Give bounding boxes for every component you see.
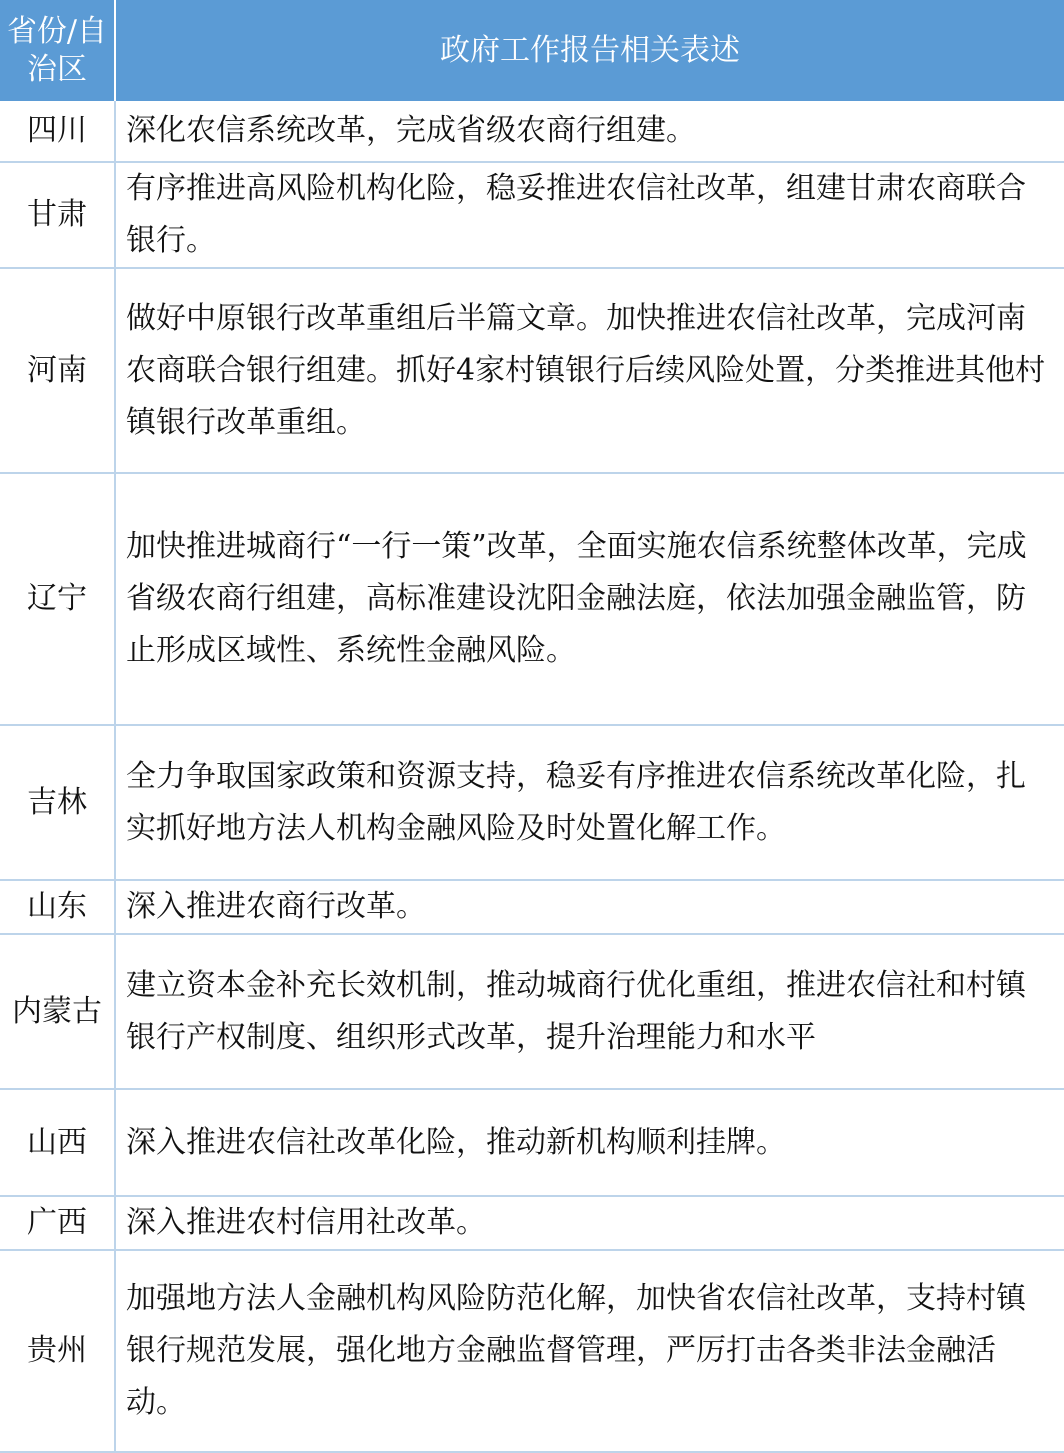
statement-cell: 深化农信系统改革，完成省级农商行组建。 (115, 101, 1064, 162)
table-row (0, 725, 1064, 880)
province-cell: 贵州 (0, 1250, 115, 1452)
table-row (0, 162, 1064, 268)
statement-cell: 全力争取国家政策和资源支持，稳妥有序推进农信系统改革化险，扎实抓好地方法人机构金融风险及时处置化解工作。 (115, 725, 1064, 880)
table-row (0, 1196, 1064, 1250)
statement-cell: 加快推进城商行“一行一策”改革，全面实施农信系统整体改革，完成省级农商行组建，高标准建设沈阳金融法庭，依法加强金融监管，防止形成区域性、系统性金融风险。 (115, 473, 1064, 725)
statement-cell: 做好中原银行改革重组后半篇文章。加快推进农信社改革，完成河南农商联合银行组建。抓好4家村镇银行后续风险处置，分类推进其他村镇银行改革重组。 (115, 268, 1064, 473)
table-row (0, 880, 1064, 934)
statement-cell: 深入推进农商行改革。 (115, 880, 1064, 934)
province-cell: 四川 (0, 101, 115, 162)
table-row (0, 268, 1064, 473)
header-statement: 政府工作报告相关表述 (115, 0, 1064, 101)
province-cell: 辽宁 (0, 473, 115, 725)
header-province: 省份/自治区 (0, 0, 115, 101)
statement-cell: 深入推进农村信用社改革。 (115, 1196, 1064, 1250)
table-row (0, 934, 1064, 1089)
statement-cell: 有序推进高风险机构化险，稳妥推进农信社改革，组建甘肃农商联合银行。 (115, 162, 1064, 268)
province-cell: 广西 (0, 1196, 115, 1250)
header-row (0, 0, 1064, 101)
province-cell: 内蒙古 (0, 934, 115, 1089)
province-cell: 山东 (0, 880, 115, 934)
province-cell: 山西 (0, 1089, 115, 1196)
table-row (0, 101, 1064, 162)
statement-cell: 深入推进农信社改革化险，推动新机构顺利挂牌。 (115, 1089, 1064, 1196)
table-row (0, 1250, 1064, 1452)
table-row (0, 473, 1064, 725)
statement-cell: 加强地方法人金融机构风险防范化解，加快省农信社改革，支持村镇银行规范发展，强化地方金融监督管理，严厉打击各类非法金融活动。 (115, 1250, 1064, 1452)
statement-cell: 建立资本金补充长效机制，推动城商行优化重组，推进农信社和村镇银行产权制度、组织形式改革，提升治理能力和水平 (115, 934, 1064, 1089)
province-cell: 吉林 (0, 725, 115, 880)
table-row (0, 1089, 1064, 1196)
province-cell: 河南 (0, 268, 115, 473)
province-cell: 甘肃 (0, 162, 115, 268)
